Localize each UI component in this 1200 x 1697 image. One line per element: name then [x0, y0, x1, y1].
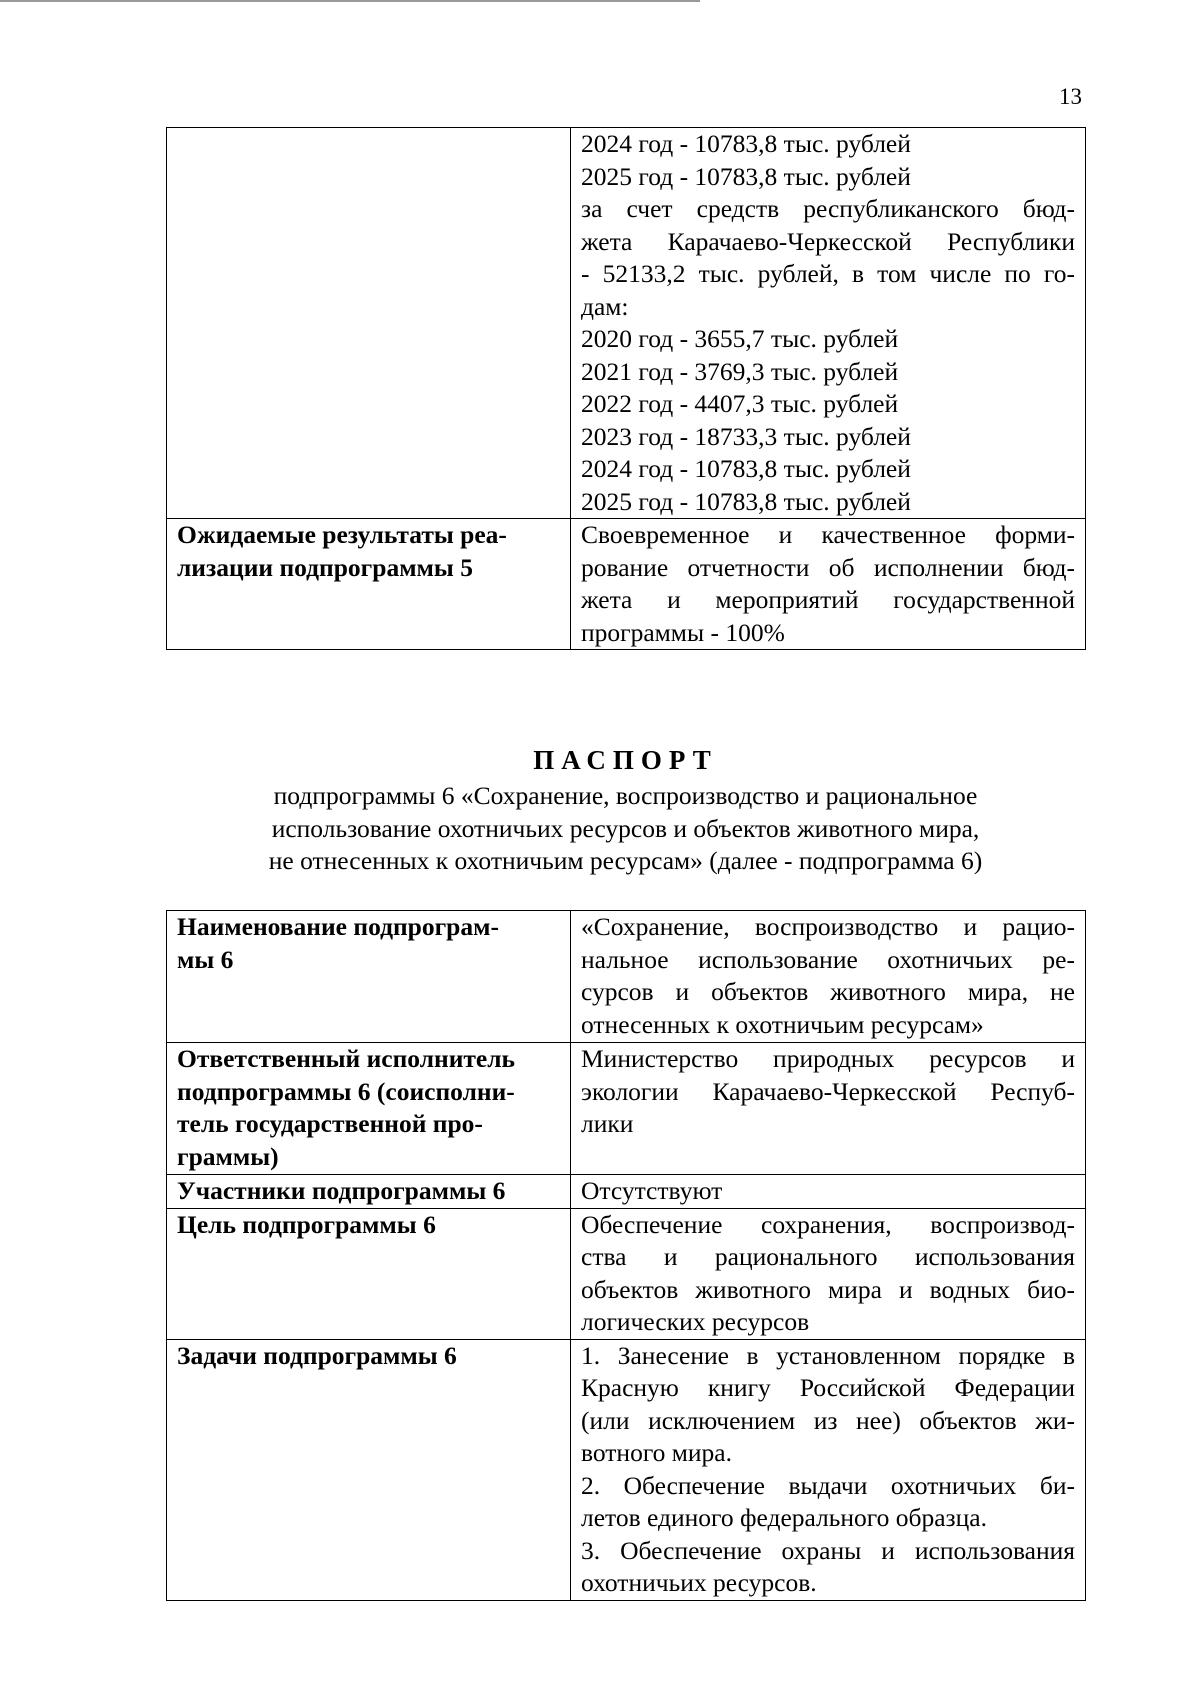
value-line: 3. Обеспечение охраны и использования	[581, 1535, 1075, 1565]
value-line: экологии Карачаево-Черкесской Респуб-	[581, 1076, 1075, 1106]
label-line: мы 6	[177, 944, 234, 974]
row-value-cell	[571, 1175, 1086, 1209]
value-line: 2024 год - 10783,8 тыс. рублей	[581, 129, 911, 158]
value-line: отнесенных к охотничьим ресурсам»	[581, 1009, 984, 1039]
financing-table	[166, 127, 1086, 650]
label-line: лизации подпрограммы 5	[177, 552, 473, 582]
value-line: 2022 год - 4407,3 тыс. рублей	[581, 389, 899, 418]
passport-heading	[166, 744, 1085, 878]
value-line: 2023 год - 18733,3 тыс. рублей	[581, 421, 911, 451]
value-line: 2021 год - 3769,3 тыс. рублей	[581, 356, 899, 386]
row-value-cell	[571, 128, 1086, 519]
label-line: Цель подпрограммы 6	[177, 1209, 436, 1239]
value-line: Отсутствуют	[581, 1176, 723, 1205]
scan-edge-line	[0, 0, 700, 2]
value-line: нальное использование охотничьих ре-	[581, 944, 1075, 974]
value-line: 2. Обеспечение выдачи охотничьих би-	[581, 1470, 1075, 1500]
label-line: Ожидаемые результаты реа-	[177, 520, 507, 549]
value-line: Обеспечение сохранения, воспроизвод-	[581, 1209, 1075, 1239]
value-line: 1. Занесение в установленном порядке в	[581, 1340, 1075, 1370]
value-line: вотного мира.	[581, 1438, 732, 1467]
passport-title: ПАСПОРТ	[533, 745, 718, 775]
passport-table	[166, 910, 1086, 1601]
value-line: Своевременное и качественное форми-	[581, 520, 1075, 549]
value-line: жета и мероприятий государственной	[581, 585, 1075, 614]
passport-subtitle	[166, 780, 1085, 878]
row-label-cell	[167, 1339, 571, 1600]
value-line: 2025 год - 10783,8 тыс. рублей	[581, 161, 911, 191]
value-line: летов единого федерального образца.	[581, 1503, 987, 1532]
label-line: граммы)	[177, 1141, 279, 1171]
table-row	[167, 1043, 1086, 1175]
value-line: Министерство природных ресурсов и	[581, 1044, 1075, 1073]
table-row	[167, 911, 1086, 1043]
table-row	[167, 128, 1086, 519]
value-line: (или исключением из нее) объектов жи-	[581, 1405, 1075, 1435]
row-value-cell	[571, 519, 1086, 650]
value-line: лики	[581, 1109, 634, 1138]
table-row	[167, 1339, 1086, 1600]
label-line: Участники подпрограммы 6	[177, 1176, 506, 1205]
value-line: 2025 год - 10783,8 тыс. рублей	[581, 486, 911, 516]
value-line: 2024 год - 10783,8 тыс. рублей	[581, 454, 911, 483]
row-label-cell	[167, 911, 571, 1043]
value-line: объектов животного мира и водных био-	[581, 1274, 1075, 1304]
subtitle-line: не отнесенных к охотничьим ресурсам» (далее - подпрограмма 6)	[268, 846, 983, 875]
table-row	[167, 519, 1086, 650]
row-value-cell	[571, 1339, 1086, 1600]
value-line: 2020 год - 3655,7 тыс. рублей	[581, 324, 899, 353]
subtitle-line: подпрограммы 6 «Сохранение, воспроизводство и рациональное	[273, 781, 978, 810]
page-number: 13	[1059, 84, 1082, 109]
value-line: ства и рационального использования	[581, 1242, 1075, 1271]
value-line: охотничьих ресурсов.	[581, 1568, 817, 1597]
row-label-cell	[167, 519, 571, 650]
value-line: Красную книгу Российской Федерации	[581, 1373, 1075, 1402]
value-line: за счет средств республиканского бюд-	[581, 194, 1075, 223]
value-line: логических ресурсов	[581, 1307, 810, 1336]
value-line: дам:	[581, 291, 629, 321]
value-line: программы - 100%	[581, 617, 785, 647]
label-line: Наименование подпрограм-	[177, 912, 499, 941]
value-line: - 52133,2 тыс. рублей, в том числе по го-	[581, 259, 1075, 288]
row-label-cell	[167, 1175, 571, 1209]
value-line: «Сохранение, воспроизводство и рацио-	[581, 912, 1075, 941]
value-line: жета Карачаево-Черкесской Республики	[581, 226, 1075, 256]
row-label-cell	[167, 1043, 571, 1175]
value-line: рование отчетности об исполнении бюд-	[581, 552, 1075, 582]
table-row	[167, 1208, 1086, 1339]
row-value-cell	[571, 1208, 1086, 1339]
row-label-cell	[167, 1208, 571, 1339]
label-line: Ответственный исполнитель	[177, 1044, 516, 1073]
label-line: тель государственной про-	[177, 1109, 483, 1138]
row-value-cell	[571, 1043, 1086, 1175]
subtitle-line: использование охотничьих ресурсов и объектов животного мира,	[271, 813, 980, 843]
table-row	[167, 1175, 1086, 1209]
value-line: сурсов и объектов животного мира, не	[581, 977, 1075, 1006]
row-value-cell	[571, 911, 1086, 1043]
label-line: Задачи подпрограммы 6	[177, 1340, 457, 1370]
row-label-cell	[167, 128, 571, 519]
label-line: подпрограммы 6 (соисполни-	[177, 1076, 515, 1106]
